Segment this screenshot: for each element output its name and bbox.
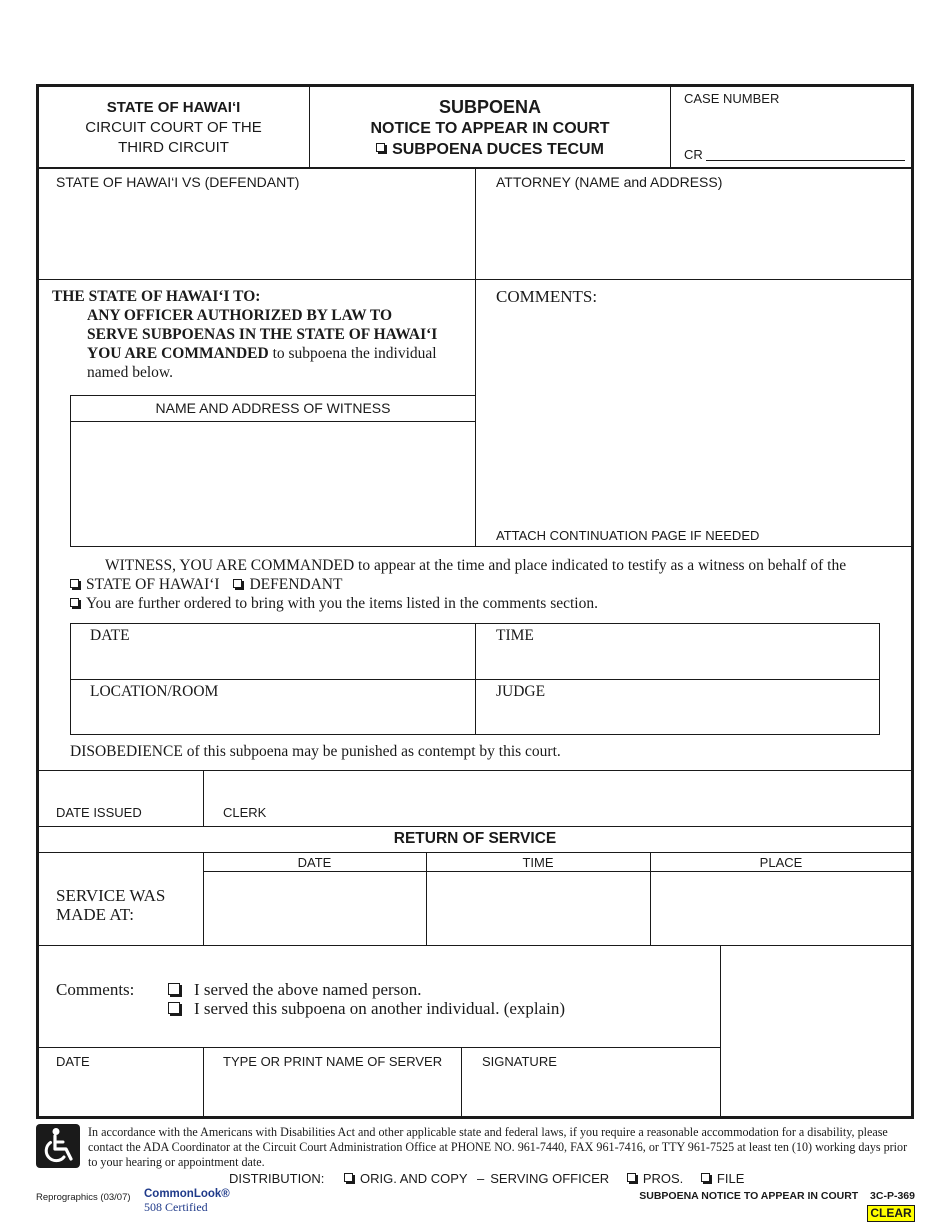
location-field[interactable] (74, 704, 472, 732)
attorney-label: ATTORNEY (NAME and ADDRESS) (496, 174, 723, 190)
commonlook-certified: 508 Certified (144, 1200, 208, 1214)
dist-orig-label: ORIG. AND COPY (359, 1171, 468, 1186)
dist-file-label: FILE (716, 1171, 745, 1186)
defendant-checkbox[interactable] (233, 579, 242, 588)
server-name-field[interactable] (207, 1072, 458, 1114)
service-made-at-line2: MADE AT: (56, 905, 135, 924)
disobedience-bold: DISOBEDIENCE (70, 743, 183, 760)
defendant-field[interactable] (40, 194, 472, 276)
command-line-4-bold: YOU ARE COMMANDED (87, 345, 269, 362)
divider (203, 871, 912, 872)
witness-command: WITNESS, YOU ARE COMMANDED to appear at the time and place indicated to testify as a witness on behalf of the (105, 557, 847, 574)
server-date-label: DATE (56, 1054, 90, 1069)
clear-button[interactable]: CLEAR (867, 1205, 915, 1222)
dist-serving-label: SERVING OFFICER (490, 1171, 610, 1186)
comments-label: COMMENTS: (496, 287, 598, 306)
disobedience-note (70, 743, 561, 761)
dist-pros-label: PROS. (642, 1171, 684, 1186)
served-other-label: I served this subpoena on another individual. (explain) (194, 999, 566, 1018)
service-comments-label: Comments: (56, 980, 135, 999)
served-other-checkbox[interactable] (168, 1002, 180, 1014)
witness-name-field[interactable] (73, 424, 473, 544)
defendant-label: STATE OF HAWAI‘I VS (DEFENDANT) (56, 174, 300, 190)
return-of-service-title: RETURN OF SERVICE (393, 830, 557, 847)
divider (70, 421, 476, 422)
judge-field[interactable] (479, 704, 877, 732)
ada-notice: In accordance with the Americans with Disabilities Act and other applicable state and federal laws, if you require a reasonable accommodation for a disability, please contact the ADA Coordinator at the Circuit Court Administration Office at PHONE NO. 961-7440, FAX 961-7416, or TTY 961-7525 at least ten (10) working days prior to your hearing or appointment date. (88, 1125, 908, 1169)
clerk-label: CLERK (223, 805, 267, 820)
items-checkbox[interactable] (70, 598, 79, 607)
server-name-label: TYPE OR PRINT NAME OF SERVER (223, 1054, 443, 1069)
service-date-field[interactable] (206, 874, 423, 942)
attorney-field[interactable] (479, 194, 909, 276)
divider (38, 279, 912, 280)
divider (38, 826, 912, 827)
service-comments-field[interactable] (723, 948, 909, 1114)
duces-tecum-label: SUBPOENA DUCES TECUM (392, 141, 604, 158)
court-name-line2: THIRD CIRCUIT (118, 139, 229, 156)
items-option (70, 595, 598, 613)
signature-field[interactable] (465, 1072, 717, 1114)
served-person-checkbox[interactable] (168, 983, 180, 995)
time-field[interactable] (479, 648, 877, 676)
comments-field[interactable] (479, 312, 909, 524)
reprographics-label: Reprographics (03/07) (36, 1192, 131, 1203)
command-line-5: named below. (87, 364, 173, 381)
dist-orig-checkbox[interactable] (344, 1173, 353, 1182)
form-title: SUBPOENA (438, 97, 541, 117)
case-number-label: CASE NUMBER (684, 91, 780, 106)
wheelchair-icon (36, 1124, 80, 1168)
form-code: 3C-P-369 (870, 1190, 915, 1202)
date-label: DATE (90, 627, 130, 644)
command-line-3: SERVE SUBPOENAS IN THE STATE OF HAWAI‘I (87, 326, 438, 343)
form-name: SUBPOENA NOTICE TO APPEAR IN COURT (639, 1190, 859, 1202)
state-checkbox[interactable] (70, 579, 79, 588)
command-line-2: ANY OFFICER AUTHORIZED BY LAW TO (87, 307, 393, 324)
commonlook-logo (144, 1188, 230, 1214)
continuation-note: ATTACH CONTINUATION PAGE IF NEEDED (496, 528, 760, 543)
items-option-label: You are further ordered to bring with you the items listed in the comments section. (86, 595, 598, 612)
judge-label: JUDGE (496, 683, 546, 700)
service-made-at (56, 886, 165, 924)
court-block (38, 98, 309, 158)
time-label: TIME (496, 627, 534, 644)
command-line-1: THE STATE OF HAWAI‘I TO: (52, 288, 261, 305)
command-text (52, 287, 437, 382)
divider (203, 1047, 204, 1117)
case-number-field[interactable] (706, 160, 905, 161)
date-issued-label: DATE ISSUED (56, 805, 142, 820)
commonlook-name: CommonLook® (144, 1188, 230, 1200)
state-option-label: STATE OF HAWAI‘I (86, 576, 220, 593)
clerk-field[interactable] (207, 773, 909, 803)
defendant-option-label: DEFENDANT (249, 576, 343, 593)
divider (720, 945, 721, 1117)
date-field[interactable] (74, 648, 472, 676)
location-label: LOCATION/ROOM (90, 683, 219, 700)
divider (476, 546, 912, 547)
divider (203, 770, 204, 826)
dist-file-checkbox[interactable] (701, 1173, 710, 1182)
served-person-label: I served the above named person. (194, 980, 422, 999)
divider (38, 770, 912, 771)
cr-label: CR (684, 147, 703, 162)
divider (38, 852, 912, 853)
court-name-line1: CIRCUIT COURT OF THE (85, 119, 262, 136)
divider (70, 679, 880, 680)
command-line-4-rest: to subpoena the individual (268, 345, 437, 362)
divider (38, 1047, 720, 1048)
dist-pros-checkbox[interactable] (627, 1173, 636, 1182)
dist-dash: – (477, 1171, 485, 1186)
distribution-label: DISTRIBUTION: (229, 1171, 325, 1186)
divider (38, 945, 912, 946)
divider (670, 86, 671, 168)
form-identifier (639, 1190, 915, 1202)
duces-tecum-checkbox[interactable] (376, 143, 385, 152)
service-time-header: TIME (522, 855, 554, 870)
service-time-field[interactable] (429, 874, 647, 942)
service-options (168, 980, 565, 1018)
date-issued-field[interactable] (40, 773, 200, 803)
service-date-header: DATE (297, 855, 332, 870)
form-subtitle: NOTICE TO APPEAR IN COURT (370, 120, 610, 137)
distribution-line (229, 1171, 744, 1186)
title-block (310, 96, 670, 160)
state-name: STATE OF HAWAI‘I (106, 99, 241, 116)
behalf-options (70, 576, 342, 594)
disobedience-rest: of this subpoena may be punished as contempt by this court. (182, 743, 561, 760)
service-place-field[interactable] (653, 874, 909, 942)
signature-label: SIGNATURE (482, 1054, 557, 1069)
divider (461, 1047, 462, 1117)
server-date-field[interactable] (40, 1072, 200, 1114)
service-made-at-line1: SERVICE WAS (56, 886, 166, 905)
service-place-header: PLACE (759, 855, 803, 870)
witness-name-label: NAME AND ADDRESS OF WITNESS (155, 400, 391, 416)
